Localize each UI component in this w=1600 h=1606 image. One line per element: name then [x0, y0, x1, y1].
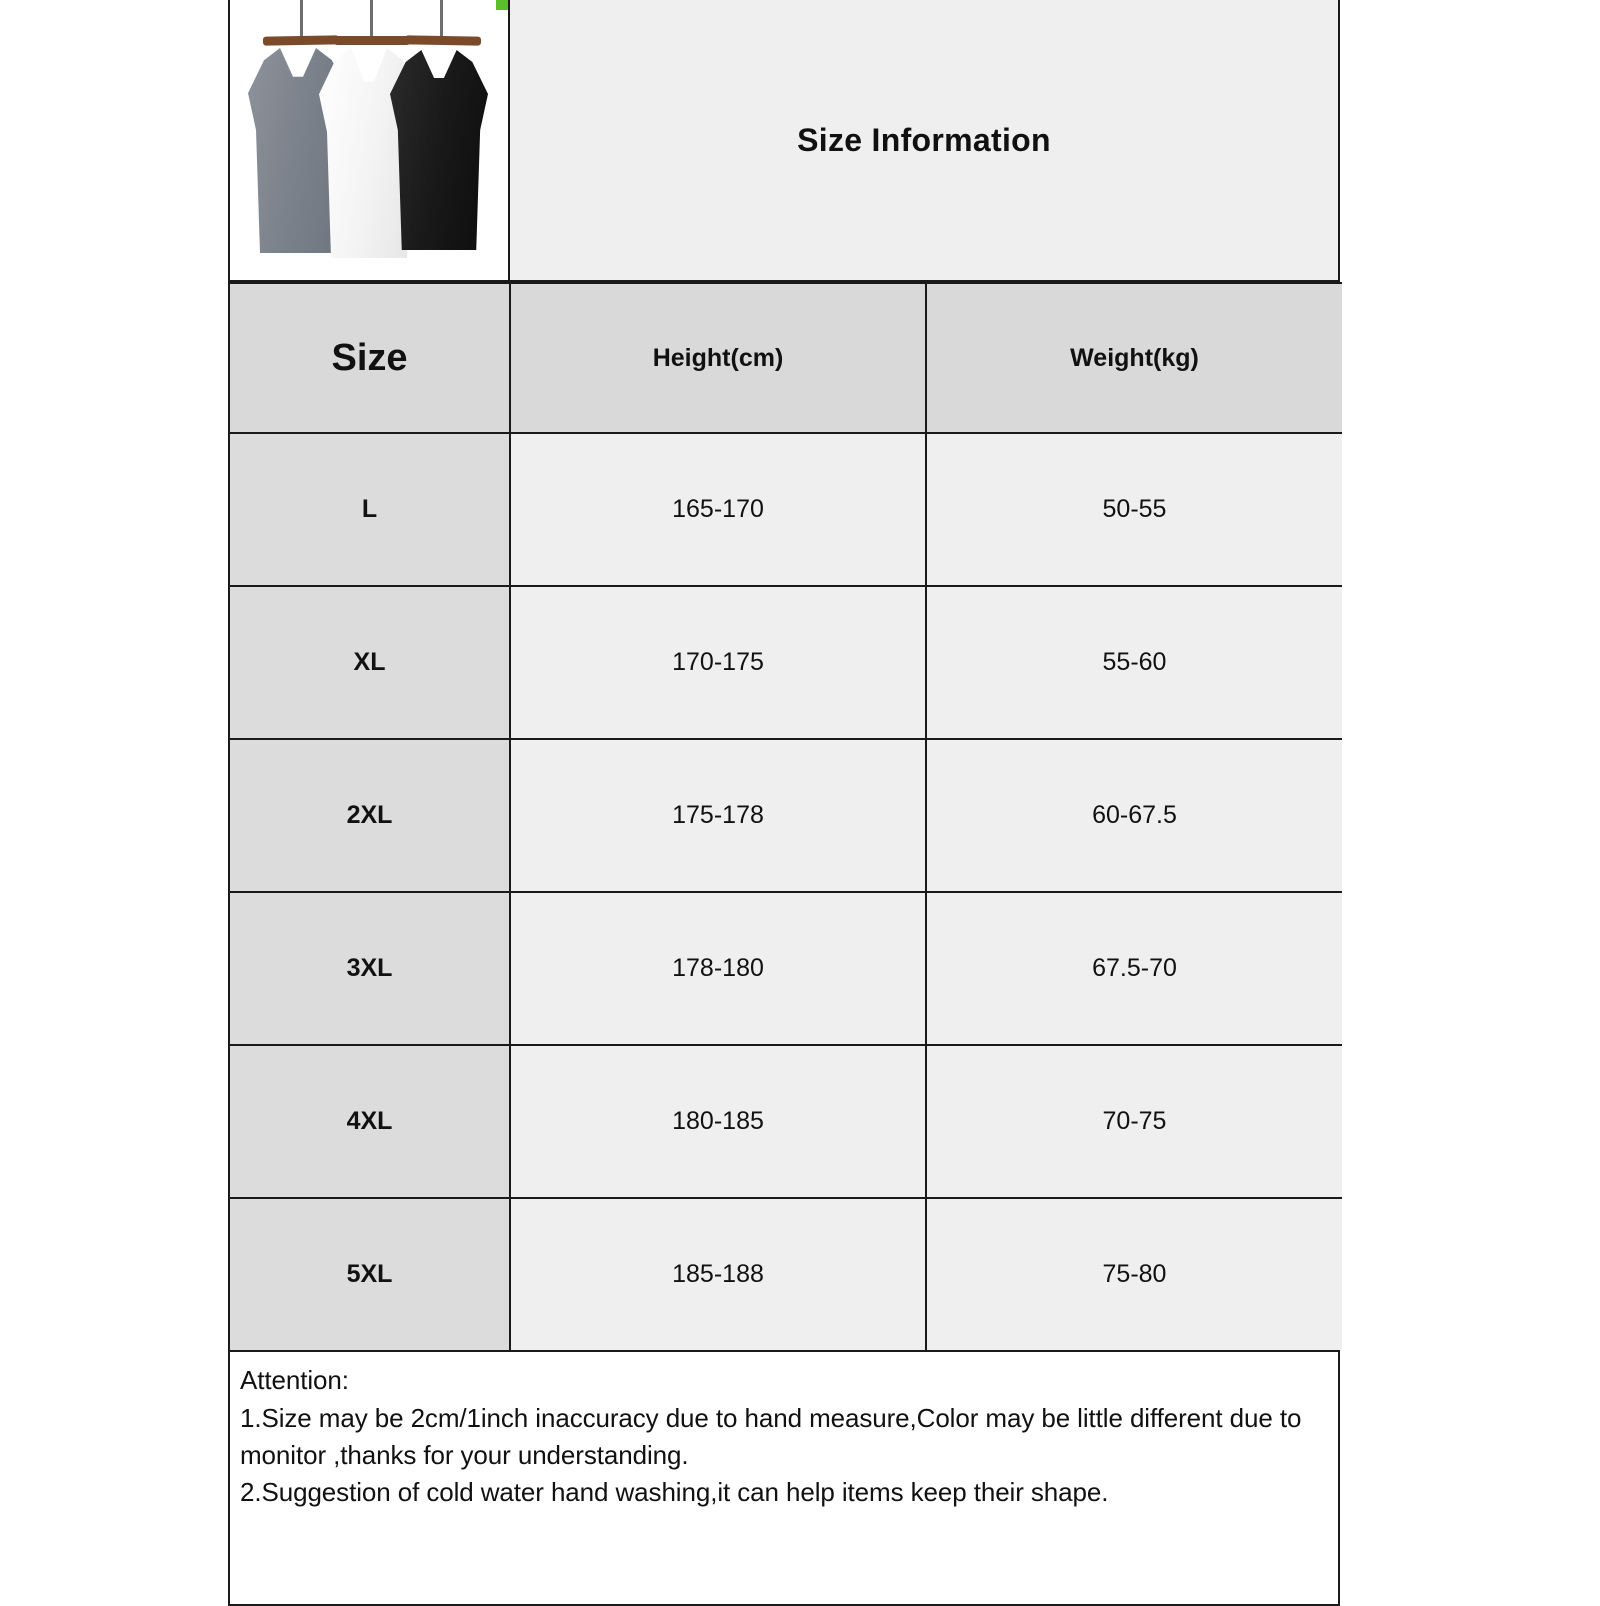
cell-height: 165-170	[510, 433, 926, 586]
cell-size: 4XL	[230, 1045, 510, 1198]
cell-size: 2XL	[230, 739, 510, 892]
size-chart	[228, 0, 1340, 1606]
attention-block	[230, 1350, 1338, 1604]
cell-height: 178-180	[510, 892, 926, 1045]
chart-header-row	[230, 0, 1338, 282]
cell-weight: 55-60	[926, 586, 1342, 739]
cell-height: 180-185	[510, 1045, 926, 1198]
cell-size: L	[230, 433, 510, 586]
attention-note-1: 1.Size may be 2cm/1inch inaccuracy due to hand measure,Color may be little different due to monitor ,thanks for your understanding.	[240, 1402, 1302, 1470]
table-row	[230, 892, 1342, 1045]
hanger-hook-grey	[300, 0, 303, 38]
cell-size: 3XL	[230, 892, 510, 1045]
cell-size: XL	[230, 586, 510, 739]
table-row	[230, 1045, 1342, 1198]
column-header-weight: Weight(kg)	[926, 283, 1342, 433]
cell-height: 175-178	[510, 739, 926, 892]
cell-size: 5XL	[230, 1198, 510, 1350]
attention-note-2: 2.Suggestion of cold water hand washing,it can help items keep their shape.	[240, 1476, 1109, 1507]
cell-weight: 50-55	[926, 433, 1342, 586]
cell-height: 170-175	[510, 586, 926, 739]
cell-weight: 75-80	[926, 1198, 1342, 1350]
table-row	[230, 739, 1342, 892]
chart-title-cell	[510, 0, 1338, 280]
attention-heading: Attention:	[240, 1365, 349, 1395]
hanger-bar-white	[334, 36, 410, 45]
cell-weight: 60-67.5	[926, 739, 1342, 892]
hanger-bar-grey	[263, 35, 339, 45]
cell-weight: 67.5-70	[926, 892, 1342, 1045]
page-title: Size Information	[797, 121, 1051, 158]
table-header-row	[230, 283, 1342, 433]
size-table	[230, 282, 1342, 1350]
hanger-hook-black	[440, 0, 443, 38]
hanger-bar-black	[405, 35, 481, 45]
table-row	[230, 433, 1342, 586]
table-row	[230, 1198, 1342, 1350]
cell-height: 185-188	[510, 1198, 926, 1350]
column-header-height: Height(cm)	[510, 283, 926, 433]
vest-black	[390, 50, 488, 250]
product-image-cell	[230, 0, 510, 280]
product-photo	[230, 0, 510, 280]
column-header-size: Size	[230, 283, 510, 433]
table-row	[230, 586, 1342, 739]
cell-weight: 70-75	[926, 1045, 1342, 1198]
hanger-hook-white	[370, 0, 373, 38]
green-corner-marker	[496, 0, 510, 10]
